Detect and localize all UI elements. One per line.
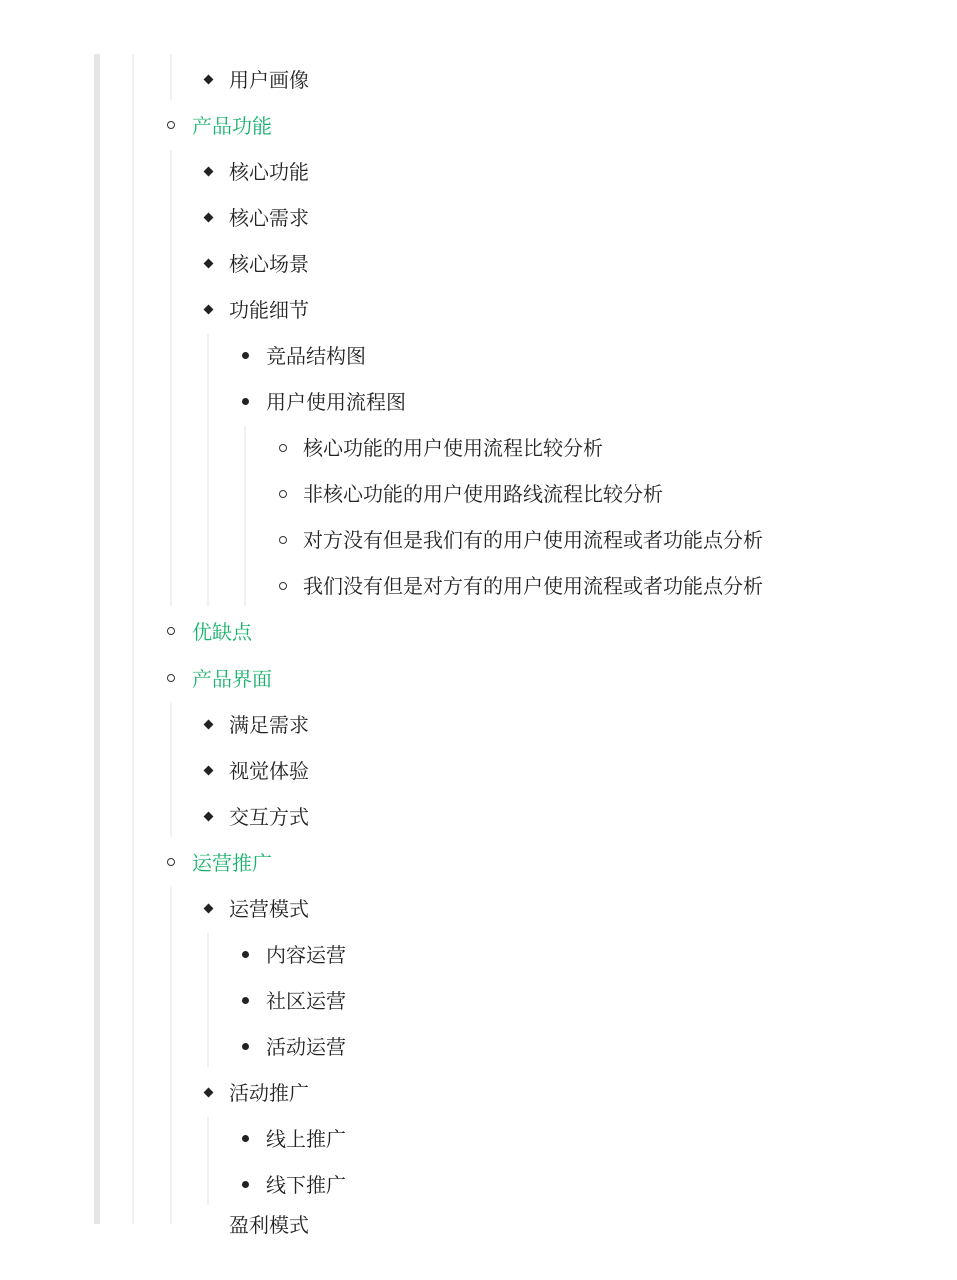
list-item <box>239 978 346 1024</box>
list-item-text: 核心需求 <box>229 206 309 230</box>
list-item <box>276 563 763 609</box>
list-item-text: 视觉体验 <box>229 759 309 783</box>
list-item <box>239 333 366 379</box>
list-item-text: 竞品结构图 <box>266 344 366 368</box>
section-heading-text: 产品界面 <box>192 667 272 691</box>
filled-dot-bullet-icon <box>242 352 249 359</box>
filled-dot-bullet-icon <box>242 398 249 405</box>
list-item <box>239 1024 346 1070</box>
list-item-text: 核心功能 <box>229 160 309 184</box>
guide-line-level1 <box>132 54 134 1224</box>
list-item-text: 核心功能的用户使用流程比较分析 <box>303 436 603 460</box>
section-heading-operations-promotion <box>165 840 272 886</box>
section-heading-text: 优缺点 <box>192 620 252 644</box>
diamond-bullet-icon <box>204 213 214 223</box>
hollow-circle-bullet-icon <box>167 674 175 682</box>
hollow-circle-bullet-icon <box>167 858 175 866</box>
list-item <box>202 195 309 241</box>
guide-line-event-promotion <box>207 1117 209 1205</box>
hollow-circle-bullet-icon <box>279 444 287 452</box>
guide-line-user-flow-chart <box>244 426 246 606</box>
list-item-text: 内容运营 <box>266 943 346 967</box>
list-item-text: 线上推广 <box>266 1127 346 1151</box>
diamond-bullet-icon <box>204 1088 214 1098</box>
list-item <box>202 794 309 840</box>
list-item-text: 活动运营 <box>266 1035 346 1059</box>
list-item-text: 运营模式 <box>229 897 309 921</box>
list-item-text: 功能细节 <box>229 298 309 322</box>
list-item <box>202 149 309 195</box>
filled-dot-bullet-icon <box>242 1181 249 1188</box>
diamond-bullet-icon <box>204 812 214 822</box>
hollow-circle-bullet-icon <box>279 490 287 498</box>
diamond-bullet-icon <box>204 766 214 776</box>
guide-line-product-functions <box>170 150 172 606</box>
hollow-circle-bullet-icon <box>167 121 175 129</box>
list-item <box>202 287 309 333</box>
list-item <box>202 748 309 794</box>
list-item <box>276 425 603 471</box>
list-item <box>239 932 346 978</box>
filled-dot-bullet-icon <box>242 997 249 1004</box>
list-item <box>202 886 309 932</box>
diamond-bullet-icon <box>204 305 214 315</box>
list-item-text: 用户使用流程图 <box>266 390 406 414</box>
section-heading-product-interface <box>165 656 272 702</box>
list-item <box>239 1162 346 1208</box>
filled-dot-bullet-icon <box>242 951 249 958</box>
guide-line-function-details <box>207 334 209 606</box>
hollow-circle-bullet-icon <box>167 627 175 635</box>
list-item-text: 社区运营 <box>266 989 346 1013</box>
hollow-circle-bullet-icon <box>279 582 287 590</box>
guide-line-operations-promotion <box>170 887 172 1224</box>
list-item <box>239 1116 346 1162</box>
list-item-text: 用户画像 <box>229 68 309 92</box>
diamond-bullet-icon <box>204 904 214 914</box>
list-item <box>276 517 763 563</box>
list-item-text: 核心场景 <box>229 252 309 276</box>
list-item <box>202 1070 309 1116</box>
section-heading-text: 产品功能 <box>192 114 272 138</box>
section-heading-text: 运营推广 <box>192 851 272 875</box>
cutoff-list-item <box>229 1210 349 1237</box>
list-item-text: 对方没有但是我们有的用户使用流程或者功能点分析 <box>303 528 763 552</box>
list-item-text: 非核心功能的用户使用路线流程比较分析 <box>303 482 663 506</box>
list-item-text: 我们没有但是对方有的用户使用流程或者功能点分析 <box>303 574 763 598</box>
list-item <box>202 57 309 103</box>
diamond-bullet-icon <box>204 167 214 177</box>
list-item-text: 线下推广 <box>266 1173 346 1197</box>
list-item <box>276 471 663 517</box>
list-item <box>239 379 406 425</box>
diamond-bullet-icon <box>204 75 214 85</box>
filled-dot-bullet-icon <box>242 1135 249 1142</box>
list-item-text: 满足需求 <box>229 713 309 737</box>
list-item <box>202 702 309 748</box>
list-item <box>202 241 309 287</box>
guide-line-user-portrait <box>170 54 172 100</box>
guide-line-operation-mode <box>207 933 209 1067</box>
hollow-circle-bullet-icon <box>279 536 287 544</box>
cutoff-list-item-text: 盈利模式 <box>229 1213 309 1237</box>
section-heading-product-functions <box>165 103 272 149</box>
section-heading-pros-cons <box>165 609 252 655</box>
blockquote-bar <box>94 54 100 1224</box>
guide-line-product-interface <box>170 703 172 837</box>
diamond-bullet-icon <box>204 720 214 730</box>
list-item-text: 活动推广 <box>229 1081 309 1105</box>
diamond-bullet-icon <box>204 259 214 269</box>
filled-dot-bullet-icon <box>242 1043 249 1050</box>
list-item-text: 交互方式 <box>229 805 309 829</box>
